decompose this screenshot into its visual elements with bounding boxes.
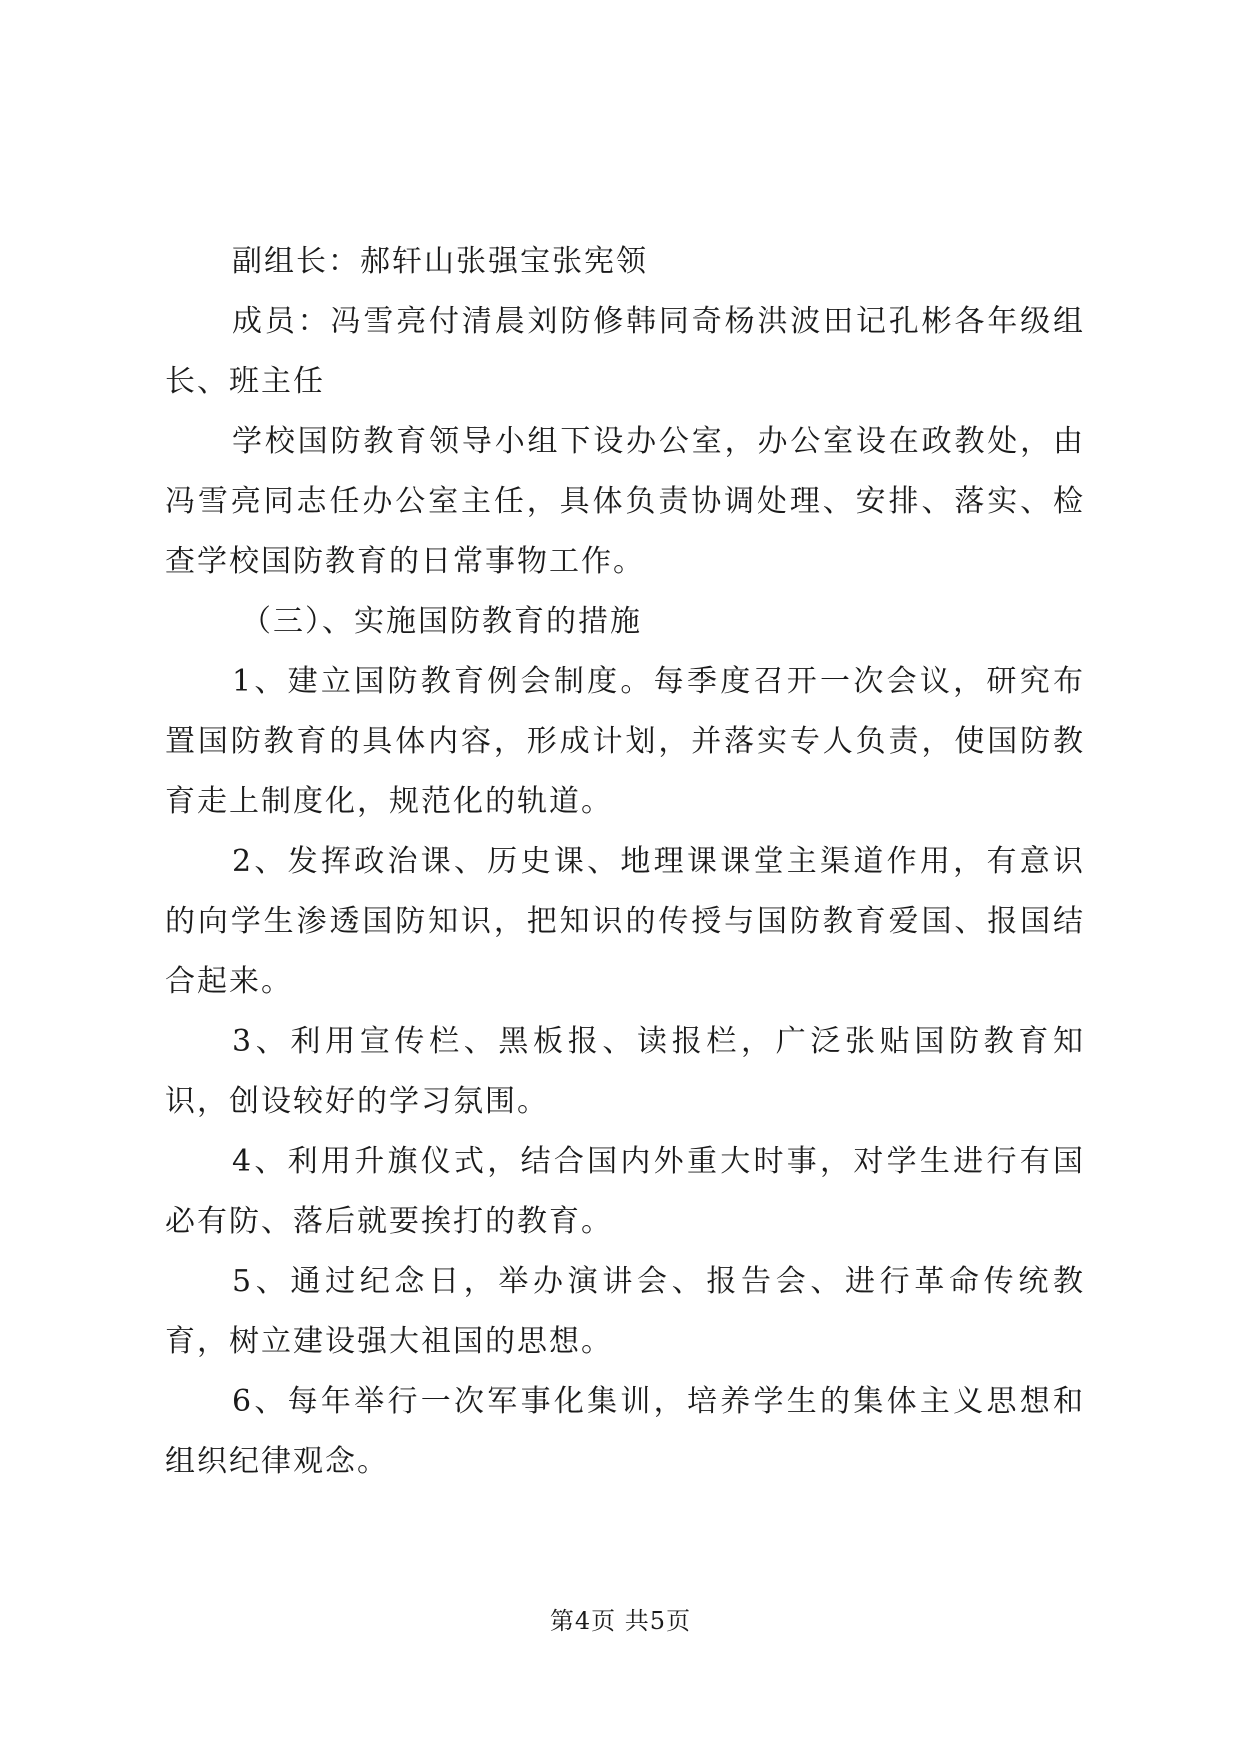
paragraph-office: 学校国防教育领导小组下设办公室，办公室设在政教处，由冯雪亮同志任办公室主任，具体负责协调处理、安排、落实、检查学校国防教育的日常事物工作。 [165, 424, 1085, 579]
paragraph-measure-2: 2、发挥政治课、历史课、地理课课堂主渠道作用，有意识的向学生渗透国防知识，把知识的传授与国防教育爱国、报国结合起来。 [165, 844, 1085, 999]
paragraph-measure-3: 3、利用宣传栏、黑板报、读报栏，广泛张贴国防教育知识，创设较好的学习氛围。 [165, 1024, 1085, 1119]
document-body [165, 232, 1085, 1492]
page-footer: 第4页 共5页 [549, 1607, 692, 1635]
paragraph-deputy-leaders: 副组长：郝轩山张强宝张宪领 [232, 244, 648, 279]
section-heading-measures: （三）、实施国防教育的措施 [241, 604, 642, 639]
paragraph-measure-1: 1、建立国防教育例会制度。每季度召开一次会议，研究布置国防教育的具体内容，形成计划，并落实专人负责，使国防教育走上制度化，规范化的轨道。 [165, 664, 1085, 819]
paragraph-measure-5: 5、通过纪念日，举办演讲会、报告会、进行革命传统教育，树立建设强大祖国的思想。 [165, 1264, 1085, 1359]
paragraph-measure-4: 4、利用升旗仪式，结合国内外重大时事，对学生进行有国必有防、落后就要挨打的教育。 [165, 1144, 1085, 1239]
paragraph-measure-6: 6、每年举行一次军事化集训，培养学生的集体主义思想和组织纪律观念。 [165, 1384, 1085, 1479]
paragraph-members: 成员：冯雪亮付清晨刘防修韩同奇杨洪波田记孔彬各年级组长、班主任 [165, 304, 1085, 399]
